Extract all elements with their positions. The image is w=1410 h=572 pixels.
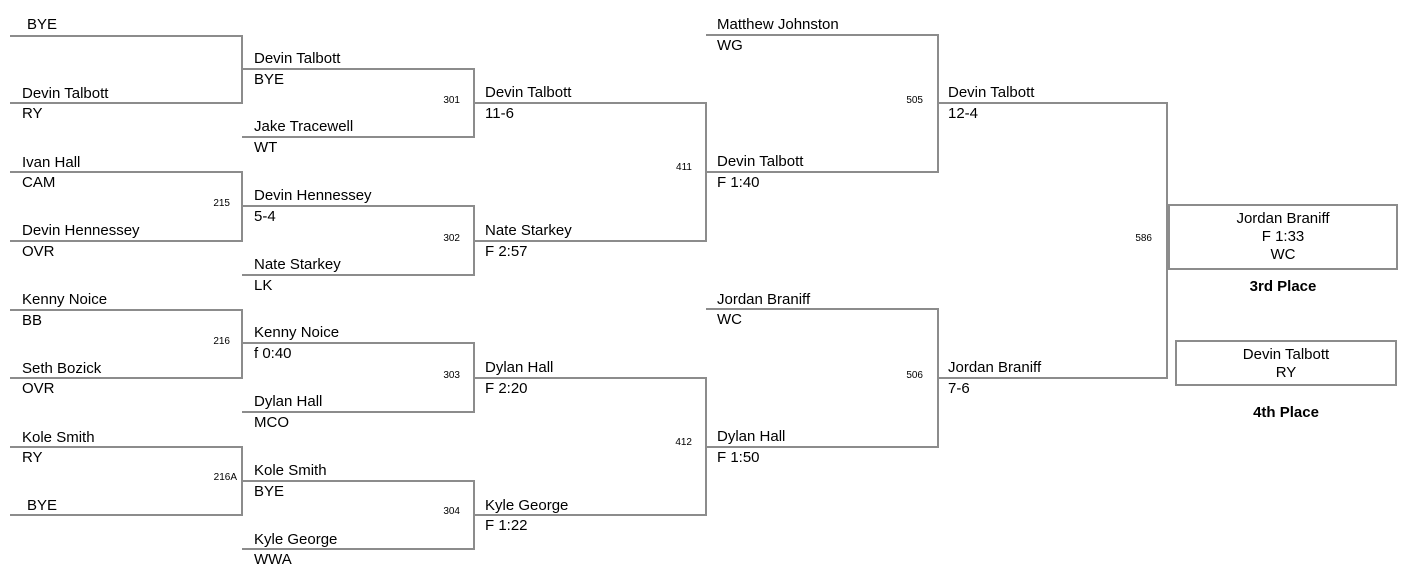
fourth-place-box xyxy=(1175,340,1397,386)
r2-slot-6-info: MCO xyxy=(254,414,289,431)
r2-slot-8-line xyxy=(242,548,474,550)
bout-506: 506 xyxy=(906,370,923,381)
r2-slot-4-line xyxy=(242,274,474,276)
r2-slot-7-name: Kole Smith xyxy=(254,462,327,479)
r1-slot-8-name: BYE xyxy=(27,497,58,514)
bout-216: 216 xyxy=(213,336,230,347)
r1-slot-1-line xyxy=(10,35,242,37)
r4-slot-2-name: Devin Talbott xyxy=(717,153,804,170)
r2-slot-2-line xyxy=(242,136,474,138)
bout-586: 586 xyxy=(1135,233,1152,244)
bout-301: 301 xyxy=(443,95,460,106)
third-place-result: F 1:33 xyxy=(1261,228,1305,245)
third-place-box xyxy=(1168,204,1398,270)
r5-slot-1-info: 12-4 xyxy=(948,105,979,122)
r5-slot-2-info: 7-6 xyxy=(948,380,970,397)
bout-303: 303 xyxy=(443,370,460,381)
bout-304: 304 xyxy=(443,506,460,517)
r4-slot-3-line xyxy=(706,308,938,310)
r5-slot-2-name: Jordan Braniff xyxy=(948,359,1042,376)
r1-slot-2-line xyxy=(10,102,242,104)
r4-slot-2-info: F 1:40 xyxy=(717,174,760,191)
r1-slot-5-name: Kenny Noice xyxy=(22,291,108,308)
r4-slot-4-name: Dylan Hall xyxy=(717,428,786,445)
r1-slot-6-name: Seth Bozick xyxy=(22,360,102,377)
r2-slot-1-line xyxy=(242,68,474,70)
r3-slot-1-name: Devin Talbott xyxy=(485,84,572,101)
r5-slot-1-name: Devin Talbott xyxy=(948,84,1035,101)
bout-302: 302 xyxy=(443,233,460,244)
r1-slot-5-line xyxy=(10,309,242,311)
r3-slot-3-name: Dylan Hall xyxy=(485,359,554,376)
r3-slot-4-info: F 1:22 xyxy=(485,517,528,534)
third-place-label: 3rd Place xyxy=(1249,278,1317,295)
r4-slot-2-line xyxy=(706,171,938,173)
r2-slot-1-info: BYE xyxy=(254,71,285,88)
r1-slot-4-info: OVR xyxy=(22,243,55,260)
r4-slot-1-line xyxy=(706,34,938,36)
r2-slot-2-info: WT xyxy=(254,139,278,156)
r2-slot-1-name: Devin Talbott xyxy=(254,50,341,67)
r1-slot-5-info: BB xyxy=(22,312,43,329)
r2-slot-3-info: 5-4 xyxy=(254,208,276,225)
r1-slot-4-line xyxy=(10,240,242,242)
bout-505: 505 xyxy=(906,95,923,106)
r4-slot-4-line xyxy=(706,446,938,448)
r3-slot-2-name: Nate Starkey xyxy=(485,222,572,239)
r4-slot-3-name: Jordan Braniff xyxy=(717,291,811,308)
r1-slot-6-info: OVR xyxy=(22,380,55,397)
r2-slot-4-info: LK xyxy=(254,277,273,294)
bout-411: 411 xyxy=(676,162,692,173)
r5-slot-2-line xyxy=(938,377,1168,379)
r2-slot-2-name: Jake Tracewell xyxy=(254,118,354,135)
r3-slot-4-line xyxy=(474,514,706,516)
r1-slot-3-info: CAM xyxy=(22,174,56,191)
r1-slot-7-info: RY xyxy=(22,449,43,466)
r1-pair-3-connector xyxy=(241,309,243,379)
r4-slot-4-info: F 1:50 xyxy=(717,449,760,466)
r4-slot-1-name: Matthew Johnston xyxy=(717,16,839,33)
r1-slot-8-line xyxy=(10,514,242,516)
r2-slot-5-name: Kenny Noice xyxy=(254,324,340,341)
r1-slot-3-line xyxy=(10,171,242,173)
r3-slot-1-line xyxy=(474,102,706,104)
r2-slot-3-line xyxy=(242,205,474,207)
r2-slot-8-name: Kyle George xyxy=(254,531,338,548)
r3-slot-2-info: F 2:57 xyxy=(485,243,528,260)
r2-slot-5-line xyxy=(242,342,474,344)
third-place-team: WC xyxy=(1270,246,1296,263)
r1-slot-2-name: Devin Talbott xyxy=(22,85,109,102)
bout-216a: 216A xyxy=(213,472,237,483)
r2-slot-6-name: Dylan Hall xyxy=(254,393,323,410)
r1-slot-1-name: BYE xyxy=(27,16,58,33)
r2-slot-6-line xyxy=(242,411,474,413)
r4-slot-3-info: WC xyxy=(717,311,742,328)
r3-slot-4-name: Kyle George xyxy=(485,497,569,514)
bout-412: 412 xyxy=(675,437,692,448)
r2-slot-7-line xyxy=(242,480,474,482)
r5-slot-1-line xyxy=(938,102,1168,104)
r2-slot-3-name: Devin Hennessey xyxy=(254,187,372,204)
r1-slot-7-name: Kole Smith xyxy=(22,429,95,446)
r3-slot-3-info: F 2:20 xyxy=(485,380,528,397)
r3-slot-2-line xyxy=(474,240,706,242)
fourth-place-label: 4th Place xyxy=(1253,404,1319,421)
fourth-place-team: RY xyxy=(1275,364,1297,381)
r2-slot-4-name: Nate Starkey xyxy=(254,256,341,273)
bout-215: 215 xyxy=(213,198,230,209)
r2-slot-8-info: WWA xyxy=(254,551,292,568)
r1-slot-7-line xyxy=(10,446,242,448)
r1-slot-3-name: Ivan Hall xyxy=(22,154,81,171)
r1-slot-6-line xyxy=(10,377,242,379)
r4-slot-1-info: WG xyxy=(717,37,743,54)
r1-slot-4-name: Devin Hennessey xyxy=(22,222,140,239)
third-place-name: Jordan Braniff xyxy=(1236,210,1330,227)
r1-slot-2-info: RY xyxy=(22,105,43,122)
r2-slot-5-info: f 0:40 xyxy=(254,345,292,362)
r3-slot-1-info: 11-6 xyxy=(485,105,514,122)
fourth-place-name: Devin Talbott xyxy=(1242,346,1330,363)
r3-slot-3-line xyxy=(474,377,706,379)
r2-slot-7-info: BYE xyxy=(254,483,285,500)
